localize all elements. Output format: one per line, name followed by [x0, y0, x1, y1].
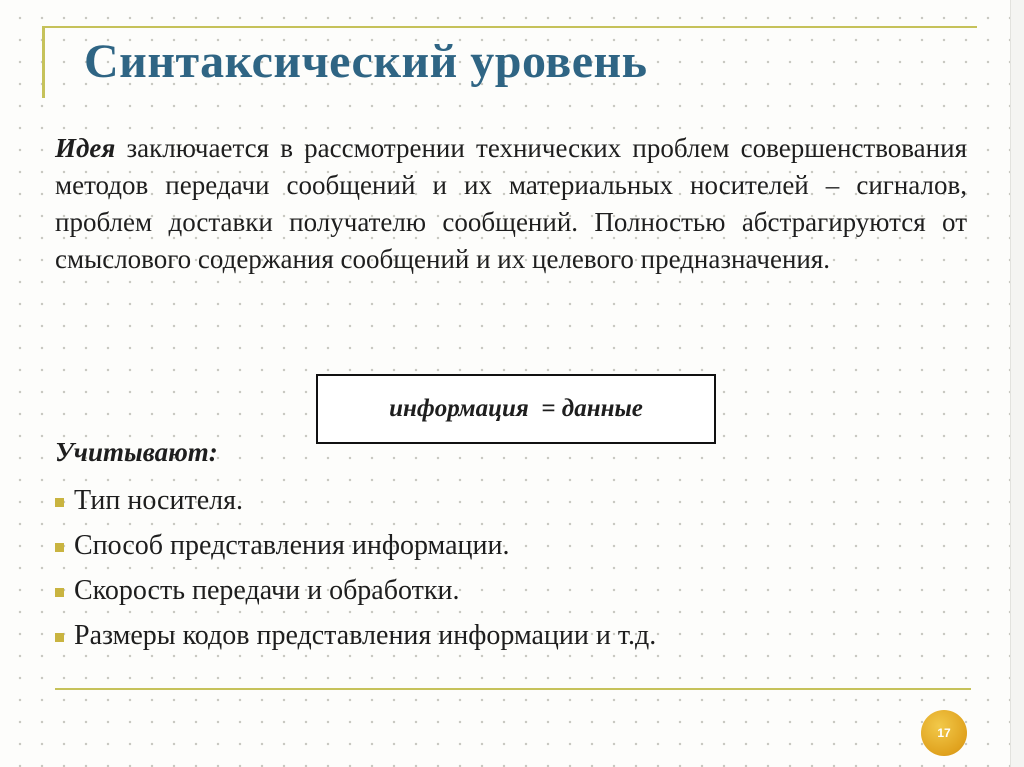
- bullet-text: Тип носителя.: [74, 484, 243, 516]
- idea-paragraph: [55, 130, 967, 278]
- bullet-item: [55, 568, 656, 613]
- title-left-accent: [42, 28, 45, 98]
- bullet-item: [55, 478, 656, 523]
- window-frame-edge: [1010, 0, 1024, 767]
- idea-body: заключается в рассмотрении технических проблем совершенствования методов передачи сообщений и их материальных носителей – сигналов, проблем доставки получателю сообщений. Полностью абстрагируются от смыслового содержания сообщений и их целевого предназначения.: [55, 133, 967, 274]
- bullet-item: [55, 613, 656, 658]
- idea-lead: Идея: [55, 133, 116, 163]
- formula-box: [316, 374, 716, 444]
- slide-title: Синтаксический уровень: [84, 35, 648, 88]
- consider-heading: Учитывают:: [55, 437, 218, 467]
- footer-rule: [55, 688, 971, 690]
- page-number: 17: [937, 726, 951, 740]
- bullet-list: [55, 478, 656, 658]
- square-bullet-icon: [55, 498, 64, 507]
- square-bullet-icon: [55, 633, 64, 642]
- bullet-text: Скорость передачи и обработки.: [74, 574, 460, 606]
- bullet-text: Способ представления информации.: [74, 529, 510, 561]
- square-bullet-icon: [55, 588, 64, 597]
- formula-text: информация = данные: [389, 395, 643, 422]
- bullet-item: [55, 523, 656, 568]
- bullet-text: Размеры кодов представления информации и т.д.: [74, 619, 657, 651]
- square-bullet-icon: [55, 543, 64, 552]
- page-number-badge: [921, 710, 967, 756]
- title-top-rule: [42, 26, 977, 28]
